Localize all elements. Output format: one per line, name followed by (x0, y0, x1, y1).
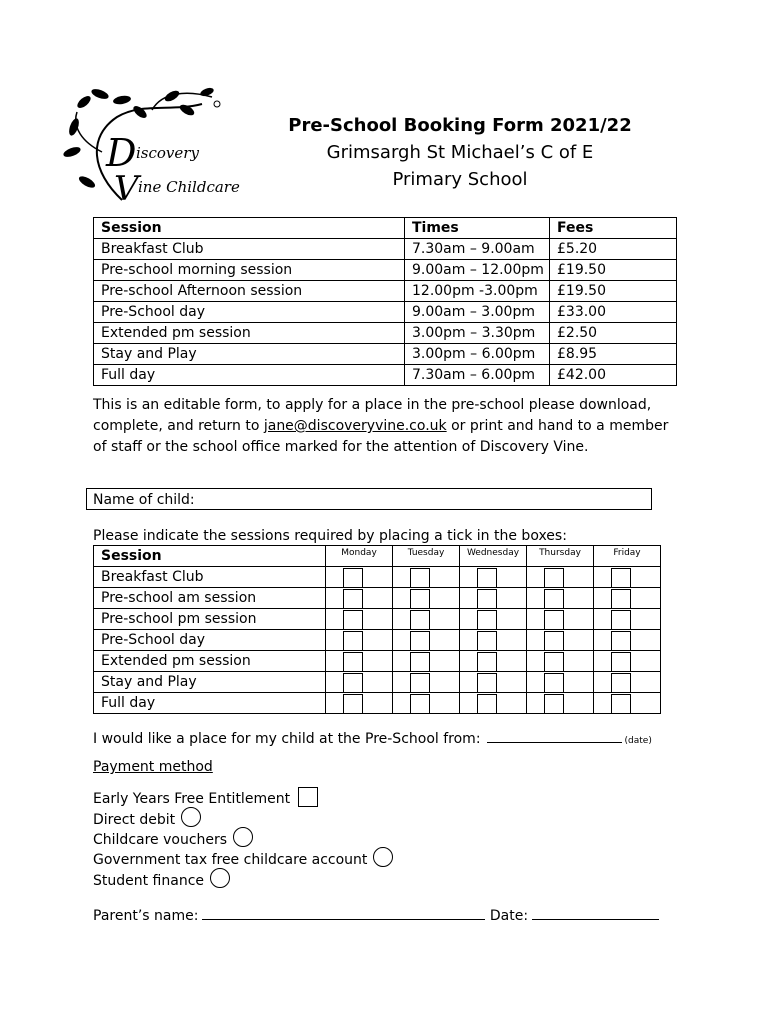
fee-cell: £8.95 (550, 344, 677, 365)
table-row (94, 344, 677, 365)
tick-checkbox[interactable] (544, 589, 564, 609)
times-cell: 9.00am – 3.00pm (405, 302, 550, 323)
day-tuesday: Tuesday (393, 546, 460, 567)
table-row (94, 693, 661, 714)
payment-option-label: Direct debit (93, 812, 176, 828)
tick-checkbox[interactable] (544, 631, 564, 651)
child-name-label: Name of child: (93, 492, 195, 508)
fees-table-header (94, 218, 677, 239)
start-date-label: I would like a place for my child at the Pre-School from: (93, 731, 481, 747)
times-cell: 7.30am – 9.00am (405, 239, 550, 260)
svg-text:V: V (114, 169, 139, 209)
sessions-table-header (94, 546, 661, 567)
session-cell: Breakfast Club (94, 239, 405, 260)
student-finance-radio[interactable] (210, 868, 230, 888)
header-session: Session (94, 218, 405, 239)
header-session: Session (94, 546, 326, 567)
table-row (94, 567, 661, 588)
table-row (94, 302, 677, 323)
table-row (94, 630, 661, 651)
tick-checkbox[interactable] (611, 631, 631, 651)
session-name: Pre-School day (94, 630, 326, 651)
times-cell: 9.00am – 12.00pm (405, 260, 550, 281)
table-row (94, 239, 677, 260)
tick-checkbox[interactable] (477, 631, 497, 651)
header-fees: Fees (550, 218, 677, 239)
session-name: Full day (94, 693, 326, 714)
sessions-table (93, 545, 661, 714)
session-name: Pre-school am session (94, 588, 326, 609)
svg-text:ine Childcare: ine Childcare (138, 178, 240, 196)
tick-checkbox[interactable] (611, 589, 631, 609)
sessions-instruction: Please indicate the sessions required by placing a tick in the boxes: (93, 528, 567, 544)
svg-text:iscovery: iscovery (136, 144, 199, 162)
fee-cell: £5.20 (550, 239, 677, 260)
parent-name-field[interactable] (202, 905, 485, 920)
tick-checkbox[interactable] (477, 694, 497, 714)
form-title: Pre-School Booking Form 2021/22 (288, 115, 632, 136)
fees-table (93, 217, 677, 386)
session-cell: Pre-School day (94, 302, 405, 323)
session-name: Extended pm session (94, 651, 326, 672)
payment-option-tax-free (93, 847, 393, 870)
payment-option-free-entitlement (93, 787, 318, 809)
tick-checkbox[interactable] (410, 673, 430, 693)
table-row (94, 281, 677, 302)
svg-text:D: D (106, 131, 137, 175)
parent-name-label: Parent’s name: (93, 908, 199, 924)
tick-checkbox[interactable] (343, 652, 363, 672)
payment-option-label: Student finance (93, 873, 205, 889)
tick-checkbox[interactable] (343, 568, 363, 588)
table-row (94, 672, 661, 693)
tick-checkbox[interactable] (611, 694, 631, 714)
tick-checkbox[interactable] (544, 568, 564, 588)
tick-checkbox[interactable] (544, 694, 564, 714)
tick-checkbox[interactable] (343, 673, 363, 693)
tick-checkbox[interactable] (544, 652, 564, 672)
tick-checkbox[interactable] (611, 673, 631, 693)
tick-checkbox[interactable] (410, 631, 430, 651)
payment-method-heading: Payment method (93, 759, 213, 775)
email-link[interactable]: jane@discoveryvine.co.uk (263, 418, 447, 434)
tick-checkbox[interactable] (410, 568, 430, 588)
school-name-line1: Grimsargh St Michael’s C of E (326, 142, 594, 163)
direct-debit-radio[interactable] (181, 807, 201, 827)
tick-checkbox[interactable] (343, 589, 363, 609)
tick-checkbox[interactable] (343, 631, 363, 651)
discovery-vine-logo (62, 82, 242, 212)
session-name: Pre-school pm session (94, 609, 326, 630)
payment-option-label: Government tax free childcare account (93, 852, 368, 868)
intro-text-after: or print and hand to a member of staff or the school office marked for the attention of Discovery Vine. (93, 418, 669, 455)
day-thursday: Thursday (527, 546, 594, 567)
fee-cell: £19.50 (550, 281, 677, 302)
payment-option-label: Childcare vouchers (93, 832, 228, 848)
start-date-row (93, 728, 652, 751)
payment-option-label: Early Years Free Entitlement (93, 791, 291, 807)
tick-checkbox[interactable] (611, 652, 631, 672)
school-name-line2: Primary School (392, 169, 528, 190)
intro-text-before: This is an editable form, to apply for a place in the pre-school please download, complete, and return to (93, 397, 652, 434)
session-cell: Extended pm session (94, 323, 405, 344)
tick-checkbox[interactable] (477, 610, 497, 630)
header-times: Times (405, 218, 550, 239)
times-cell: 3.00pm – 3.30pm (405, 323, 550, 344)
parent-signature-row (93, 905, 659, 926)
session-name: Breakfast Club (94, 567, 326, 588)
day-wednesday: Wednesday (460, 546, 527, 567)
day-friday: Friday (594, 546, 661, 567)
childcare-vouchers-radio[interactable] (233, 827, 253, 847)
table-row (94, 260, 677, 281)
fee-cell: £33.00 (550, 302, 677, 323)
payment-option-student-finance (93, 868, 230, 891)
tick-checkbox[interactable] (343, 610, 363, 630)
tick-checkbox[interactable] (477, 589, 497, 609)
session-cell: Stay and Play (94, 344, 405, 365)
intro-paragraph (93, 395, 683, 458)
date-label: Date: (489, 908, 529, 924)
session-cell: Pre-school Afternoon session (94, 281, 405, 302)
tax-free-childcare-radio[interactable] (373, 847, 393, 867)
times-cell: 3.00pm – 6.00pm (405, 344, 550, 365)
table-row (94, 588, 661, 609)
times-cell: 7.30am – 6.00pm (405, 365, 550, 386)
tick-checkbox[interactable] (611, 610, 631, 630)
session-cell: Pre-school morning session (94, 260, 405, 281)
tick-checkbox[interactable] (477, 568, 497, 588)
tick-checkbox[interactable] (477, 652, 497, 672)
tick-checkbox[interactable] (544, 673, 564, 693)
tick-checkbox[interactable] (343, 694, 363, 714)
tick-checkbox[interactable] (410, 652, 430, 672)
table-row (94, 323, 677, 344)
free-entitlement-checkbox[interactable] (298, 787, 318, 807)
tick-checkbox[interactable] (410, 610, 430, 630)
start-date-field[interactable] (487, 728, 622, 743)
day-monday: Monday (326, 546, 393, 567)
tick-checkbox[interactable] (410, 694, 430, 714)
fee-cell: £19.50 (550, 260, 677, 281)
fee-cell: £2.50 (550, 323, 677, 344)
date-field[interactable] (532, 905, 659, 920)
date-hint: (date) (624, 736, 652, 746)
child-name-field[interactable] (86, 488, 652, 510)
fee-cell: £42.00 (550, 365, 677, 386)
table-row (94, 651, 661, 672)
vine-logo-icon (62, 82, 242, 212)
tick-checkbox[interactable] (544, 610, 564, 630)
tick-checkbox[interactable] (410, 589, 430, 609)
session-cell: Full day (94, 365, 405, 386)
session-name: Stay and Play (94, 672, 326, 693)
table-row (94, 365, 677, 386)
tick-checkbox[interactable] (611, 568, 631, 588)
times-cell: 12.00pm -3.00pm (405, 281, 550, 302)
tick-checkbox[interactable] (477, 673, 497, 693)
table-row (94, 609, 661, 630)
